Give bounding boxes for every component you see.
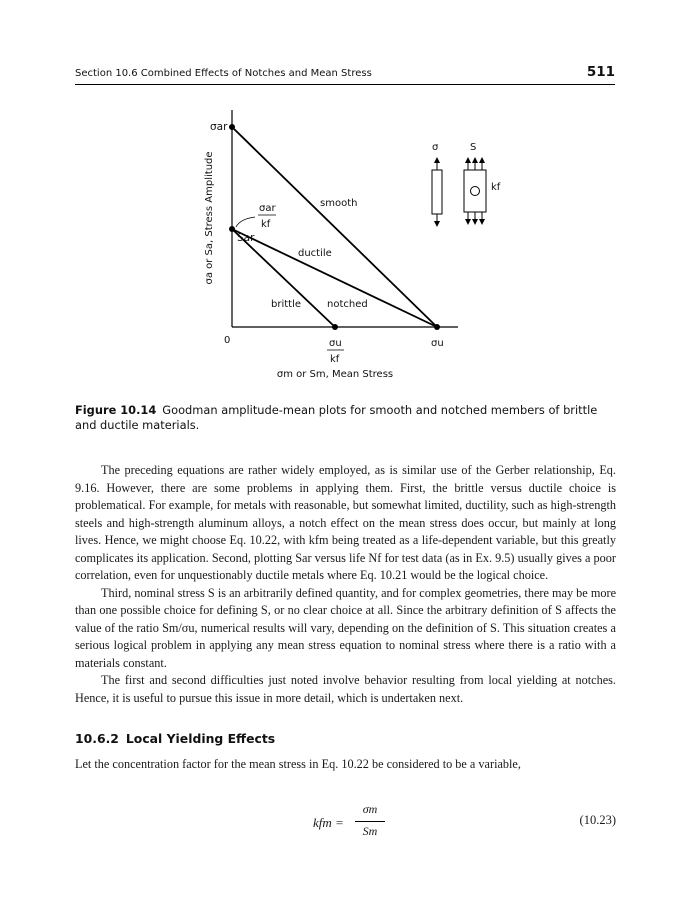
equation-10-23 <box>75 800 616 850</box>
sigma-ar-kf-denominator: kf <box>261 219 271 230</box>
point-s-ar <box>229 226 235 232</box>
s-specimen-label: S <box>470 142 477 153</box>
sigma-u-label: σu <box>431 338 444 349</box>
point-sigma-ar <box>229 124 235 130</box>
page-number: 511 <box>586 64 615 80</box>
hole-icon <box>471 187 480 196</box>
ductile-label: ductile <box>298 248 332 259</box>
running-head: Section 10.6 Combined Effects of Notches and Mean Stress <box>75 68 372 79</box>
origin-label: 0 <box>224 335 231 346</box>
paragraph: Let the concentration factor for the mean stress in Eq. 10.22 be considered to be a variable, <box>75 756 521 771</box>
paragraph: The first and second difficulties just noted involve behavior resulting from local yielding at notches. Hence, it is useful to pursue this issue in more detail, which is undertaken next. <box>75 673 616 705</box>
s-ar-label: Sar <box>237 232 255 244</box>
ductile-line <box>232 229 437 327</box>
equation-number: (10.23) <box>579 813 616 827</box>
fraction-bar <box>355 821 385 822</box>
sigma-u-kf-numerator: σu <box>329 338 342 349</box>
brittle-label: brittle <box>271 299 302 310</box>
figure-label: Figure 10.14 <box>75 403 157 417</box>
leader-curve <box>236 217 255 227</box>
smooth-label: smooth <box>320 198 358 209</box>
y-axis-label: σa or Sa, Stress Amplitude <box>204 151 215 285</box>
sigma-u-kf-denominator: kf <box>330 354 340 365</box>
caption-text: Goodman amplitude-mean plots for smooth and notched members of brittle and ductile materials. <box>75 403 598 432</box>
equation-fraction <box>355 802 385 839</box>
point-sigma-u-over-kf <box>332 324 338 330</box>
sigma-ar-kf-numerator: σar <box>259 203 276 214</box>
body-text <box>75 462 616 773</box>
goodman-diagram <box>0 0 690 400</box>
section-title: Local Yielding Effects <box>125 731 276 746</box>
kf-specimen-label: kf <box>491 182 501 193</box>
section-heading <box>75 730 616 748</box>
smooth-specimen-sketch <box>432 142 442 227</box>
point-sigma-u <box>434 324 440 330</box>
equation-denominator: Sm <box>362 824 378 838</box>
x-axis-label: σm or Sm, Mean Stress <box>276 369 394 380</box>
equation-numerator: σm <box>362 802 378 816</box>
notched-label: notched <box>327 299 368 310</box>
equation-lhs: kfm = <box>313 815 344 830</box>
notched-specimen-sketch <box>464 142 501 225</box>
paragraph: Third, nominal stress S is an arbitrarily defined quantity, and for complex geometries, there may be more than one possible choice for defining S, or no clear choice at all. Since the arbitrary definition of S affects the value of the ratio Sm/σu, numerical results will vary, depending on the definition of S. This situation creates a serious logical problem in applying any mean stress equation to nominal stress where there is a ratio with a materials constant. <box>75 585 616 670</box>
figure-caption <box>75 403 620 433</box>
sigma-specimen-label: σ <box>432 142 439 153</box>
sigma-ar-label: σar <box>210 121 228 133</box>
section-number: 10.6.2 <box>75 731 119 746</box>
paragraph: The preceding equations are rather widely employed, as is similar use of the Gerber relationship, Eq. 9.16. However, there are some problems in applying them. First, the brittle versus ductile choice is problematical. For example, for metals with reasonable, but somewhat limited, ductility, such as high-strength steels and high-strength aluminum alloys, a notch effect on the mean stress does occur, but mainly at long lives. Hence, we might choose Eq. 10.22, with kfm being treated as a life-dependent variable, but this greatly complicates its application. Second, plotting Sar versus life Nf for test data (as in Ex. 9.5) usually gives a poor correlation, even for unquestionably ductile metals where Eq. 10.21 would be the logical choice. <box>75 463 616 582</box>
